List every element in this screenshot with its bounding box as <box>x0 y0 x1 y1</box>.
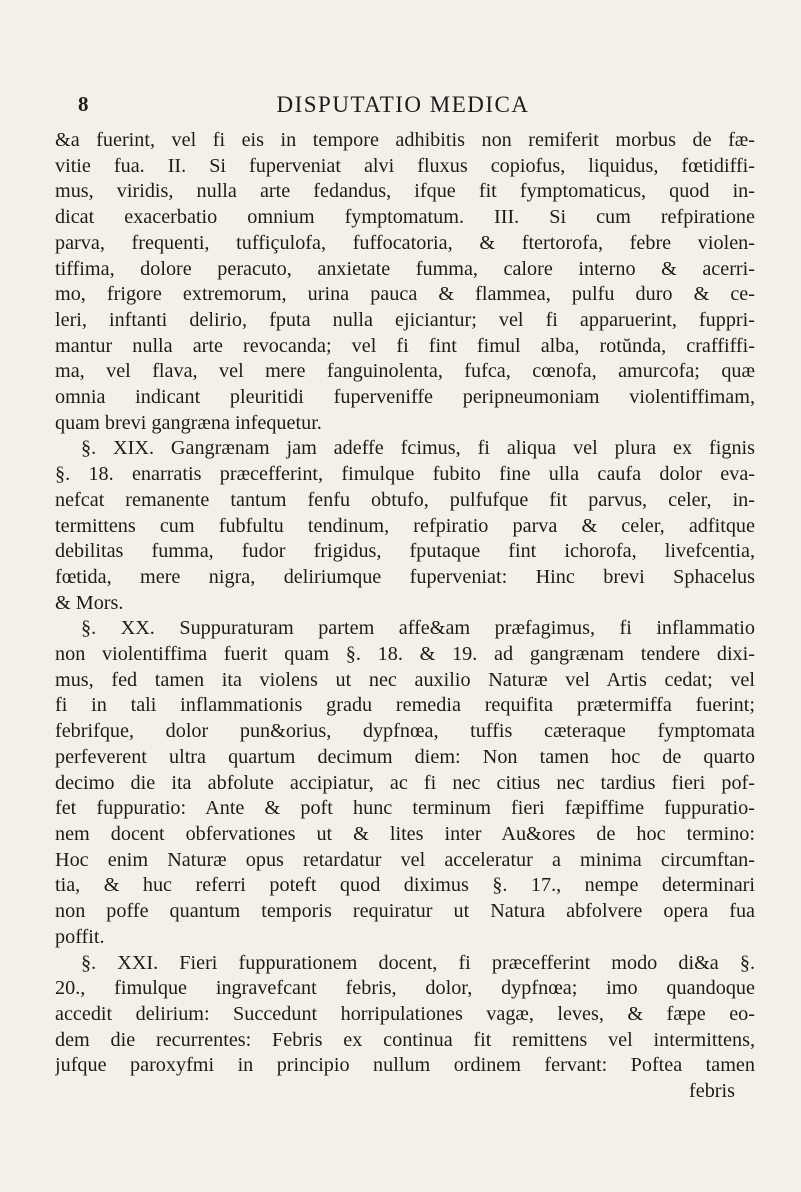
text-line: decimo die ita abfolute accipiatur, ac fi nec citius nec tardius fieri pof- <box>55 771 755 794</box>
catchword: febris <box>689 1080 735 1103</box>
text-line: vitie fua. II. Si fuperveniat alvi fluxus copiofus, liquidus, fœtidiffi- <box>55 154 755 177</box>
page-number: 8 <box>78 92 89 116</box>
text-line: §. 18. enarratis præcefferint, fimulque fubito fine ulla caufa dolor eva- <box>55 463 755 486</box>
text-line: non violentiffima fuerit quam §. 18. & 19. ad gangrænam tendere dixi- <box>55 643 755 666</box>
body-text <box>55 128 755 1105</box>
text-line: febrifque, dolor pun&orius, dypfnœa, tuffis cæteraque fymptomata <box>55 720 755 743</box>
text-line: tia, & huc referri poteft quod diximus §. 17., nempe determinari <box>55 874 755 897</box>
section-heading-line: §. XIX. Gangrænam jam adeffe fcimus, fi aliqua vel plura ex fignis <box>81 437 755 460</box>
text-line: accedit delirium: Succedunt horripulationes vagæ, leves, & fæpe eo- <box>55 1002 755 1025</box>
text-line: fi in tali inflammationis gradu remedia requifita prætermiffa fuerint; <box>55 694 755 717</box>
text-line: mo, frigore extremorum, urina pauca & flammea, pulfu duro & ce- <box>55 283 755 306</box>
text-line: Hoc enim Naturæ opus retardatur vel acceleratur a minima circumftan- <box>55 848 755 871</box>
text-line: fet fuppuratio: Ante & poft hunc terminum fieri fæpiffime fuppuratio- <box>55 797 755 820</box>
text-line: debilitas fumma, fudor frigidus, fputaque fint ichorofa, livefcentia, <box>55 540 755 563</box>
text-line: dem die recurrentes: Febris ex continua fit remittens vel intermittens, <box>55 1028 755 1051</box>
text-line: mantur nulla arte revocanda; vel fi fint fimul alba, rotŭnda, craffiffi- <box>55 334 755 357</box>
page-header <box>78 92 688 122</box>
text-line: mus, fed tamen ita violens ut nec auxilio Naturæ vel Artis cedat; vel <box>55 668 755 691</box>
text-line: & Mors. <box>55 591 124 614</box>
text-line: tiffima, dolore peracuto, anxietate fumma, calore interno & acerri- <box>55 257 755 280</box>
text-line: nefcat remanente tantum fenfu obtufo, pulfufque fit parvus, celer, in- <box>55 488 755 511</box>
text-line: jufque paroxyfmi in principio nullum ordinem fervant: Poftea tamen <box>55 1054 755 1077</box>
text-line: quam brevi gangræna infequetur. <box>55 411 322 434</box>
text-line: 20., fimulque ingravefcant febris, dolor, dypfnœa; imo quandoque <box>55 977 755 1000</box>
text-line: &a fuerint, vel fi eis in tempore adhibitis non remiferit morbus de fæ- <box>55 129 755 151</box>
text-line: perfeverent ultra quartum decimum diem: Non tamen hoc de quarto <box>55 745 755 768</box>
text-line: non poffe quantum temporis requiratur ut Natura abfolvere opera fua <box>55 900 755 923</box>
section-heading-line: §. XXI. Fieri fuppurationem docent, fi præcefferint modo di&a §. <box>81 951 755 974</box>
text-line: poffit. <box>55 925 105 948</box>
section-heading-line: §. XX. Suppuraturam partem affe&am præfagimus, fi inflammatio <box>81 617 755 640</box>
text-line: leri, inftanti delirio, fputa nulla ejiciantur; vel fi apparuerint, fuppri- <box>55 308 755 331</box>
text-line: omnia indicant pleuritidi fuperveniffe peripneumoniam violentiffimam, <box>55 386 755 409</box>
text-line: ma, vel flava, vel mere fanguinolenta, fufca, cœnofa, amurcofa; quæ <box>55 360 755 383</box>
text-line: fœtida, mere nigra, deliriumque fuperveniat: Hinc brevi Sphacelus <box>55 565 755 588</box>
running-title: DISPUTATIO MEDICA <box>276 92 530 117</box>
text-line: parva, frequenti, tuffiçulofa, fuffocatoria, & ftertorofa, febre violen- <box>55 231 755 254</box>
text-line: nem docent obfervationes ut & lites inter Au&ores de hoc termino: <box>55 822 755 845</box>
text-line: termittens cum fubfultu tendinum, refpiratio parva & celer, adfitque <box>55 514 755 537</box>
text-line: mus, viridis, nulla arte fedandus, ifque fit fymptomaticus, quod in- <box>55 180 755 203</box>
text-line: dicat exacerbatio omnium fymptomatum. III. Si cum refpiratione <box>55 206 755 229</box>
